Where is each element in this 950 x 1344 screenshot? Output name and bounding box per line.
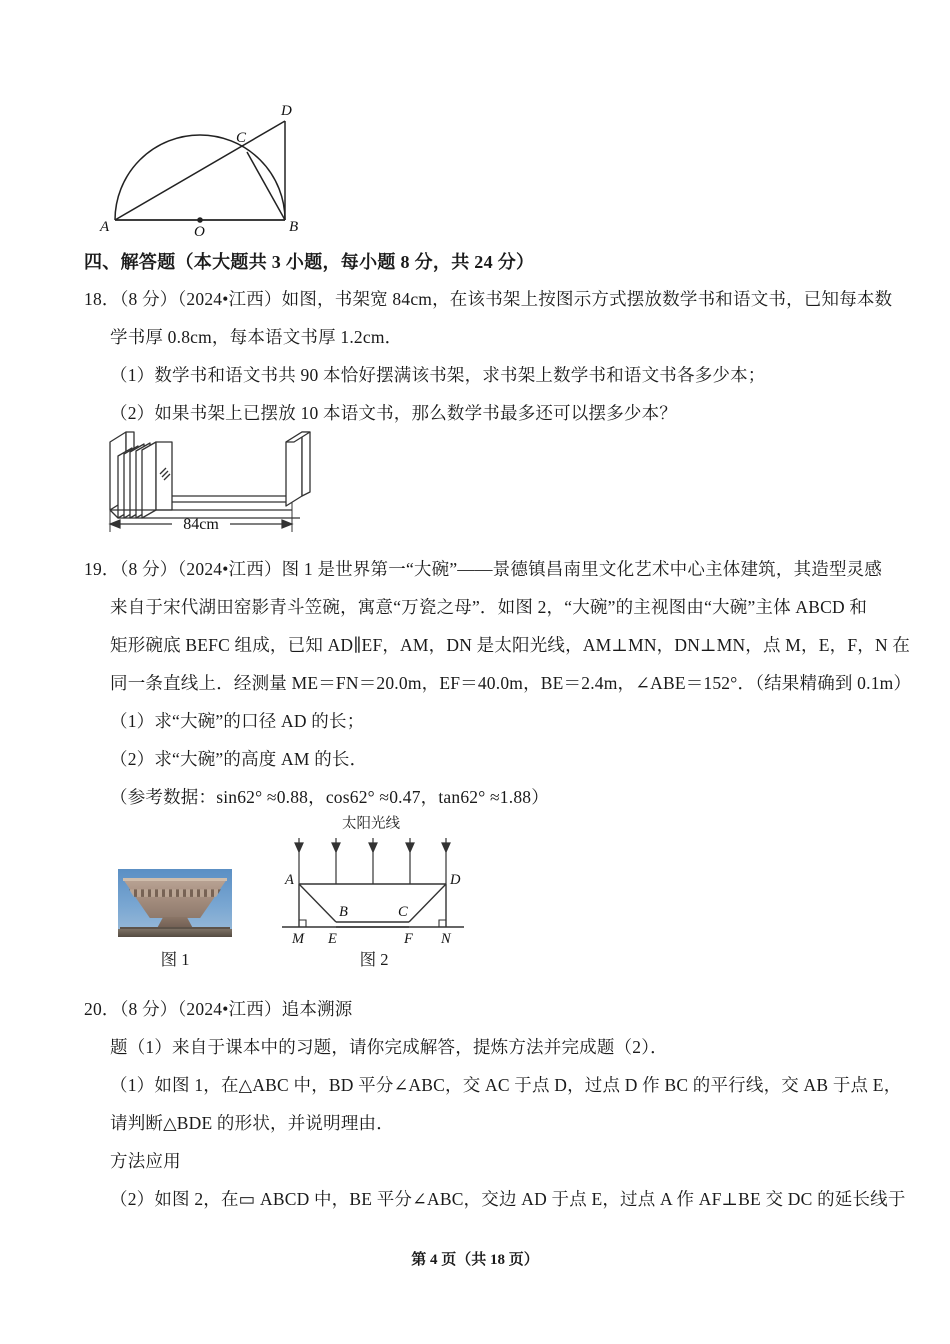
- fig2-label-B: B: [339, 904, 348, 920]
- problem19-sub1: （1）求“大碗”的口径 AD 的长；: [110, 711, 365, 731]
- problem18-line2: 学书厚 0.8cm，每本语文书厚 1.2cm．: [110, 327, 403, 347]
- section-heading: 四、解答题（本大题共 3 小题，每小题 8 分，共 24 分）: [84, 252, 535, 272]
- problem20-sub2: （2）如图 2，在▭ ABCD 中，BE 平分∠ABC，交边 AD 于点 E，过点 A 作 AF⊥BE 交 DC 的延长线于: [110, 1189, 906, 1209]
- semicircle-tangent-figure: [95, 100, 325, 240]
- problem20-line1: 20．（8 分）（2024•江西）追本溯源: [84, 999, 353, 1019]
- label-D: D: [281, 103, 292, 119]
- fig2-label-D: D: [450, 872, 461, 888]
- photo-bowl-rim: [123, 878, 228, 881]
- problem20-line2: 题（1）来自于课本中的习题，请你完成解答，提炼方法并完成题（2）．: [110, 1037, 668, 1057]
- problem19-line3: 矩形碗底 BEFC 组成，已知 AD∥EF，AM，DN 是太阳光线，AM⊥MN，DN⊥MN，点 M，E，F，N 在: [110, 635, 911, 655]
- photo-bowl-pattern-band: [127, 889, 223, 896]
- fig2-label-N: N: [441, 931, 451, 947]
- problem19-sub2: （2）求“大碗”的高度 AM 的长．: [110, 749, 368, 769]
- fig2-label-F: F: [404, 931, 413, 947]
- problem20-sub1-a: （1）如图 1，在△ABC 中，BD 平分∠ABC，交 AC 于点 D，过点 D 作 BC 的平行线，交 AB 于点 E，: [110, 1075, 902, 1095]
- label-B: B: [289, 219, 299, 235]
- figure1-caption: 图 1: [160, 950, 190, 969]
- fig2-label-E: E: [328, 931, 337, 947]
- fig2-label-A: A: [285, 872, 294, 888]
- problem19-line1: 19．（8 分）（2024•江西）图 1 是世界第一“大碗”——景德镇昌南里文化艺术中心主体建筑，其造型灵感: [84, 559, 883, 579]
- problem19-line4: 同一条直线上．经测量 ME＝FN＝20.0m，EF＝40.0m，BE＝2.4m，∠ABE＝152°．（结果精确到 0.1m）: [110, 673, 912, 693]
- photo-ground: [118, 929, 232, 937]
- sun-rays-label: 太阳光线: [342, 816, 400, 832]
- fig2-label-M: M: [292, 931, 305, 947]
- page-footer: 第 4 页（共 18 页）: [411, 1252, 539, 1268]
- label-A: A: [100, 219, 110, 235]
- problem20-sub1-b: 请判断△BDE 的形状，并说明理由．: [110, 1113, 394, 1133]
- bookshelf-dimension-label: 84cm: [183, 516, 219, 533]
- label-C: C: [236, 130, 247, 146]
- label-O: O: [194, 224, 205, 240]
- problem18-line1: 18．（8 分）（2024•江西）如图，书架宽 84cm，在该书架上按图示方式摆放数学书和语文书，已知每本数: [84, 289, 893, 309]
- bowl-front-view-figure: [274, 812, 474, 947]
- problem19-reference-data: （参考数据：sin62° ≈0.88，cos62° ≈0.47，tan62° ≈1.88）: [110, 787, 549, 807]
- bookshelf-figure: [96, 428, 336, 533]
- figure2-caption: 图 2: [359, 950, 389, 969]
- fig2-label-C: C: [398, 904, 408, 920]
- problem18-sub1: （1）数学书和语文书共 90 本恰好摆满该书架，求书架上数学书和语文书各多少本；: [110, 365, 766, 385]
- problem18-sub2: （2）如果书架上已摆放 10 本语文书，那么数学书最多还可以摆多少本？: [110, 403, 677, 423]
- problem20-method-label: 方法应用: [110, 1151, 181, 1171]
- big-bowl-photo: [118, 869, 232, 937]
- problem19-line2: 来自于宋代湖田窑影青斗笠碗，寓意“万瓷之母”．如图 2，“大碗”的主视图由“大碗”主体 ABCD 和: [110, 597, 868, 617]
